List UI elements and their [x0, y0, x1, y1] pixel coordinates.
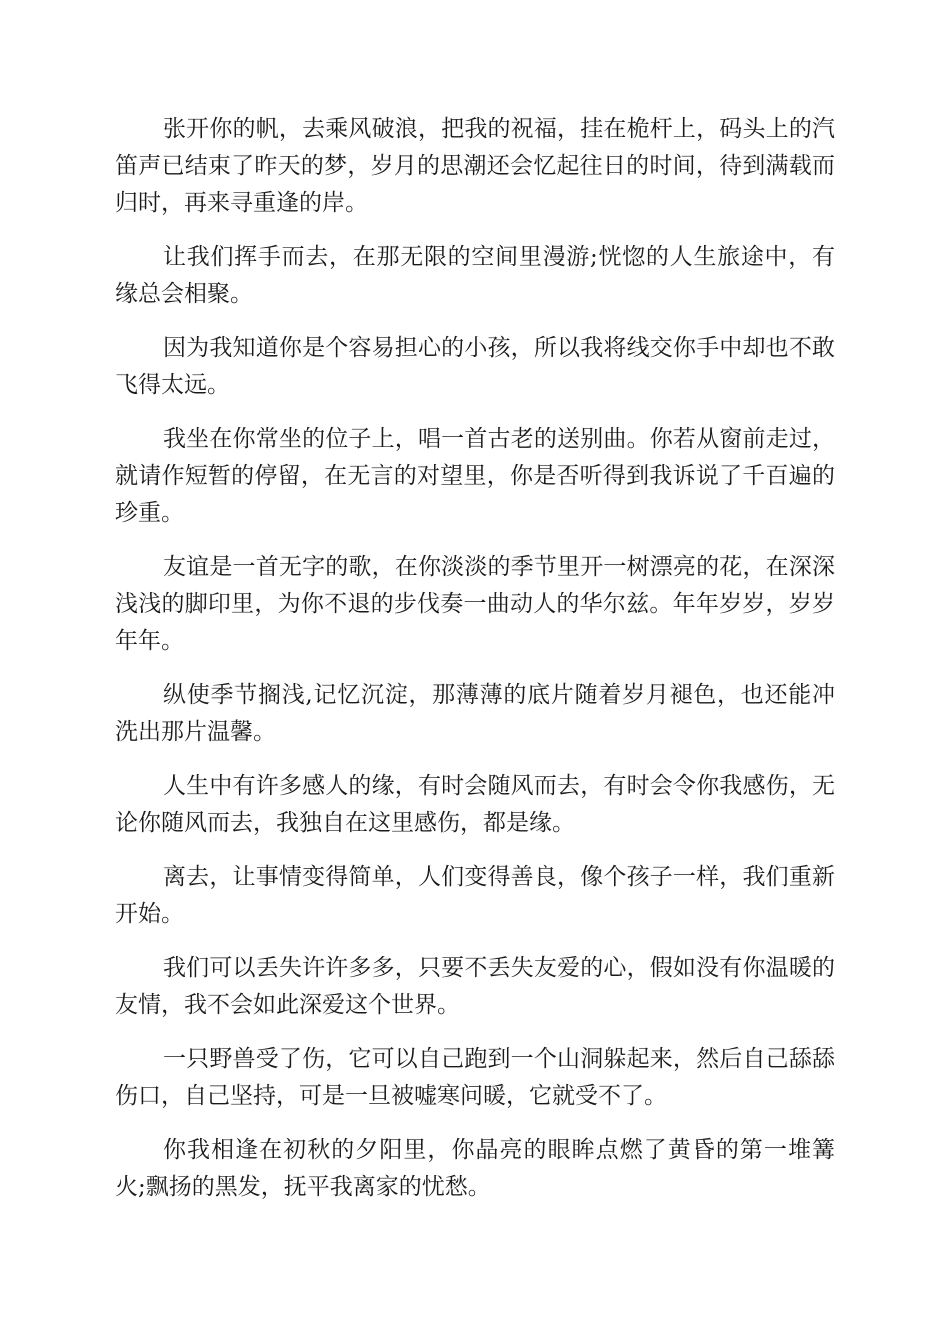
paragraph-2: 让我们挥手而去，在那无限的空间里漫游;恍惚的人生旅途中，有缘总会相聚。 — [115, 244, 835, 307]
paragraph-10: 一只野兽受了伤，它可以自己跑到一个山洞躲起来，然后自己舔舔伤口，自己坚持，可是一旦被嘘寒问暖，它就受不了。 — [115, 1046, 835, 1109]
paragraph-6: 纵使季节搁浅,记忆沉淀，那薄薄的底片随着岁月褪色，也还能冲洗出那片温馨。 — [115, 682, 835, 745]
paragraph-7: 人生中有许多感人的缘，有时会随风而去，有时会令你我感伤，无论你随风而去，我独自在这里感伤，都是缘。 — [115, 773, 835, 836]
paragraph-5: 友谊是一首无字的歌，在你淡淡的季节里开一树漂亮的花，在深深浅浅的脚印里，为你不退的步伐奏一曲动人的华尔兹。年年岁岁，岁岁年年。 — [115, 554, 835, 654]
document-body — [115, 111, 835, 1223]
paragraph-4: 我坐在你常坐的位子上，唱一首古老的送别曲。你若从窗前走过，就请作短暂的停留，在无言的对望里，你是否听得到我诉说了千百遍的珍重。 — [115, 426, 835, 526]
paragraph-3: 因为我知道你是个容易担心的小孩，所以我将线交你手中却也不敢飞得太远。 — [115, 335, 835, 398]
paragraph-9: 我们可以丢失许许多多，只要不丢失友爱的心，假如没有你温暖的友情，我不会如此深爱这个世界。 — [115, 955, 835, 1018]
paragraph-8: 离去，让事情变得简单，人们变得善良，像个孩子一样，我们重新开始。 — [115, 864, 835, 927]
paragraph-11: 你我相逢在初秋的夕阳里，你晶亮的眼眸点燃了黄昏的第一堆篝火;飘扬的黑发，抚平我离家的忧愁。 — [115, 1137, 835, 1200]
paragraph-1: 张开你的帆，去乘风破浪，把我的祝福，挂在桅杆上，码头上的汽笛声已结束了昨天的梦，岁月的思潮还会忆起往日的时间，待到满载而归时，再来寻重逢的岸。 — [115, 116, 835, 216]
